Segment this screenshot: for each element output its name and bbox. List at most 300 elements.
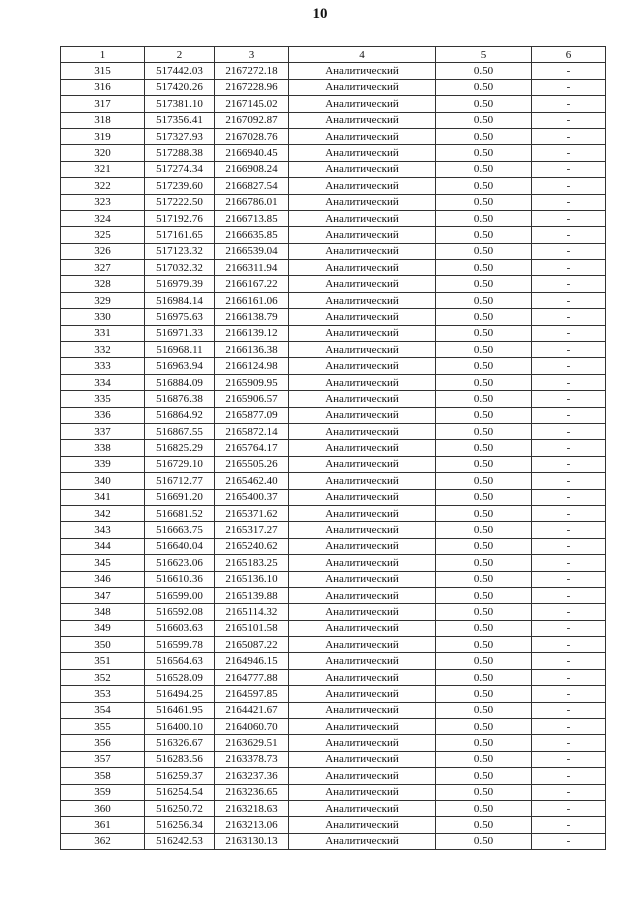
x-coordinate-cell: 516681.52 <box>145 505 215 521</box>
note-cell: - <box>532 276 606 292</box>
method-cell: Аналитический <box>289 735 436 751</box>
method-cell: Аналитический <box>289 194 436 210</box>
note-cell: - <box>532 784 606 800</box>
x-coordinate-cell: 517274.34 <box>145 161 215 177</box>
note-cell: - <box>532 800 606 816</box>
x-coordinate-cell: 516884.09 <box>145 374 215 390</box>
y-coordinate-cell: 2165877.09 <box>215 407 289 423</box>
point-number-cell: 360 <box>61 800 145 816</box>
point-number-cell: 316 <box>61 79 145 95</box>
table-row <box>61 96 606 112</box>
method-cell: Аналитический <box>289 653 436 669</box>
x-coordinate-cell: 516979.39 <box>145 276 215 292</box>
y-coordinate-cell: 2164777.88 <box>215 669 289 685</box>
accuracy-cell: 0.50 <box>436 63 532 79</box>
table-row <box>61 112 606 128</box>
table-row <box>61 260 606 276</box>
table-row <box>61 374 606 390</box>
table-row <box>61 391 606 407</box>
method-cell: Аналитический <box>289 702 436 718</box>
accuracy-cell: 0.50 <box>436 407 532 423</box>
note-cell: - <box>532 456 606 472</box>
point-number-cell: 329 <box>61 292 145 308</box>
note-cell: - <box>532 342 606 358</box>
method-cell: Аналитический <box>289 473 436 489</box>
accuracy-cell: 0.50 <box>436 669 532 685</box>
note-cell: - <box>532 637 606 653</box>
header-col-6: 6 <box>532 47 606 63</box>
table-row <box>61 276 606 292</box>
accuracy-cell: 0.50 <box>436 702 532 718</box>
table-row <box>61 194 606 210</box>
x-coordinate-cell: 516242.53 <box>145 833 215 849</box>
note-cell: - <box>532 210 606 226</box>
point-number-cell: 336 <box>61 407 145 423</box>
y-coordinate-cell: 2164060.70 <box>215 719 289 735</box>
x-coordinate-cell: 516461.95 <box>145 702 215 718</box>
x-coordinate-cell: 516876.38 <box>145 391 215 407</box>
y-coordinate-cell: 2166167.22 <box>215 276 289 292</box>
method-cell: Аналитический <box>289 719 436 735</box>
note-cell: - <box>532 243 606 259</box>
x-coordinate-cell: 516528.09 <box>145 669 215 685</box>
accuracy-cell: 0.50 <box>436 358 532 374</box>
point-number-cell: 321 <box>61 161 145 177</box>
x-coordinate-cell: 516968.11 <box>145 342 215 358</box>
note-cell: - <box>532 440 606 456</box>
note-cell: - <box>532 260 606 276</box>
point-number-cell: 339 <box>61 456 145 472</box>
method-cell: Аналитический <box>289 325 436 341</box>
y-coordinate-cell: 2163213.06 <box>215 817 289 833</box>
point-number-cell: 334 <box>61 374 145 390</box>
x-coordinate-cell: 516250.72 <box>145 800 215 816</box>
method-cell: Аналитический <box>289 407 436 423</box>
method-cell: Аналитический <box>289 79 436 95</box>
accuracy-cell: 0.50 <box>436 96 532 112</box>
note-cell: - <box>532 407 606 423</box>
point-number-cell: 328 <box>61 276 145 292</box>
accuracy-cell: 0.50 <box>436 456 532 472</box>
note-cell: - <box>532 325 606 341</box>
y-coordinate-cell: 2165139.88 <box>215 587 289 603</box>
y-coordinate-cell: 2167228.96 <box>215 79 289 95</box>
table-row <box>61 653 606 669</box>
y-coordinate-cell: 2166635.85 <box>215 227 289 243</box>
method-cell: Аналитический <box>289 538 436 554</box>
x-coordinate-cell: 516971.33 <box>145 325 215 341</box>
table-row <box>61 604 606 620</box>
table-row <box>61 637 606 653</box>
note-cell: - <box>532 522 606 538</box>
y-coordinate-cell: 2163218.63 <box>215 800 289 816</box>
point-number-cell: 353 <box>61 686 145 702</box>
table-row <box>61 719 606 735</box>
point-number-cell: 343 <box>61 522 145 538</box>
accuracy-cell: 0.50 <box>436 817 532 833</box>
accuracy-cell: 0.50 <box>436 374 532 390</box>
accuracy-cell: 0.50 <box>436 112 532 128</box>
accuracy-cell: 0.50 <box>436 79 532 95</box>
x-coordinate-cell: 516254.54 <box>145 784 215 800</box>
table-row <box>61 784 606 800</box>
note-cell: - <box>532 735 606 751</box>
y-coordinate-cell: 2165317.27 <box>215 522 289 538</box>
accuracy-cell: 0.50 <box>436 161 532 177</box>
accuracy-cell: 0.50 <box>436 604 532 620</box>
y-coordinate-cell: 2165371.62 <box>215 505 289 521</box>
y-coordinate-cell: 2166124.98 <box>215 358 289 374</box>
note-cell: - <box>532 751 606 767</box>
note-cell: - <box>532 309 606 325</box>
point-number-cell: 330 <box>61 309 145 325</box>
note-cell: - <box>532 374 606 390</box>
note-cell: - <box>532 604 606 620</box>
accuracy-cell: 0.50 <box>436 473 532 489</box>
note-cell: - <box>532 669 606 685</box>
note-cell: - <box>532 227 606 243</box>
y-coordinate-cell: 2167028.76 <box>215 128 289 144</box>
point-number-cell: 361 <box>61 817 145 833</box>
table-row <box>61 63 606 79</box>
accuracy-cell: 0.50 <box>436 538 532 554</box>
x-coordinate-cell: 516599.00 <box>145 587 215 603</box>
table-row <box>61 702 606 718</box>
method-cell: Аналитический <box>289 784 436 800</box>
y-coordinate-cell: 2165906.57 <box>215 391 289 407</box>
accuracy-cell: 0.50 <box>436 571 532 587</box>
table-row <box>61 800 606 816</box>
table-row <box>61 243 606 259</box>
table-row <box>61 161 606 177</box>
note-cell: - <box>532 719 606 735</box>
point-number-cell: 332 <box>61 342 145 358</box>
point-number-cell: 324 <box>61 210 145 226</box>
method-cell: Аналитический <box>289 751 436 767</box>
y-coordinate-cell: 2166908.24 <box>215 161 289 177</box>
table-row <box>61 423 606 439</box>
x-coordinate-cell: 517442.03 <box>145 63 215 79</box>
method-cell: Аналитический <box>289 768 436 784</box>
header-col-1: 1 <box>61 47 145 63</box>
accuracy-cell: 0.50 <box>436 178 532 194</box>
table-row <box>61 735 606 751</box>
note-cell: - <box>532 538 606 554</box>
method-cell: Аналитический <box>289 800 436 816</box>
x-coordinate-cell: 516283.56 <box>145 751 215 767</box>
x-coordinate-cell: 517032.32 <box>145 260 215 276</box>
note-cell: - <box>532 620 606 636</box>
x-coordinate-cell: 516256.34 <box>145 817 215 833</box>
method-cell: Аналитический <box>289 456 436 472</box>
table-row <box>61 768 606 784</box>
header-col-5: 5 <box>436 47 532 63</box>
point-number-cell: 327 <box>61 260 145 276</box>
point-number-cell: 356 <box>61 735 145 751</box>
x-coordinate-cell: 516663.75 <box>145 522 215 538</box>
note-cell: - <box>532 555 606 571</box>
table-row <box>61 522 606 538</box>
note-cell: - <box>532 145 606 161</box>
accuracy-cell: 0.50 <box>436 555 532 571</box>
accuracy-cell: 0.50 <box>436 522 532 538</box>
x-coordinate-cell: 516564.63 <box>145 653 215 669</box>
note-cell: - <box>532 571 606 587</box>
point-number-cell: 359 <box>61 784 145 800</box>
x-coordinate-cell: 516640.04 <box>145 538 215 554</box>
table-row <box>61 587 606 603</box>
note-cell: - <box>532 128 606 144</box>
accuracy-cell: 0.50 <box>436 210 532 226</box>
y-coordinate-cell: 2167092.87 <box>215 112 289 128</box>
accuracy-cell: 0.50 <box>436 276 532 292</box>
method-cell: Аналитический <box>289 145 436 161</box>
table-row <box>61 227 606 243</box>
method-cell: Аналитический <box>289 522 436 538</box>
table-row <box>61 555 606 571</box>
x-coordinate-cell: 516729.10 <box>145 456 215 472</box>
point-number-cell: 337 <box>61 423 145 439</box>
y-coordinate-cell: 2165183.25 <box>215 555 289 571</box>
y-coordinate-cell: 2163236.65 <box>215 784 289 800</box>
table-row <box>61 79 606 95</box>
note-cell: - <box>532 473 606 489</box>
point-number-cell: 352 <box>61 669 145 685</box>
y-coordinate-cell: 2163237.36 <box>215 768 289 784</box>
y-coordinate-cell: 2166940.45 <box>215 145 289 161</box>
y-coordinate-cell: 2165114.32 <box>215 604 289 620</box>
table-row <box>61 145 606 161</box>
point-number-cell: 341 <box>61 489 145 505</box>
x-coordinate-cell: 517192.76 <box>145 210 215 226</box>
note-cell: - <box>532 768 606 784</box>
method-cell: Аналитический <box>289 620 436 636</box>
note-cell: - <box>532 653 606 669</box>
y-coordinate-cell: 2166161.06 <box>215 292 289 308</box>
point-number-cell: 340 <box>61 473 145 489</box>
x-coordinate-cell: 516610.36 <box>145 571 215 587</box>
method-cell: Аналитический <box>289 604 436 620</box>
y-coordinate-cell: 2166539.04 <box>215 243 289 259</box>
table-row <box>61 833 606 849</box>
x-coordinate-cell: 517327.93 <box>145 128 215 144</box>
x-coordinate-cell: 516825.29 <box>145 440 215 456</box>
note-cell: - <box>532 686 606 702</box>
x-coordinate-cell: 517161.65 <box>145 227 215 243</box>
x-coordinate-cell: 517222.50 <box>145 194 215 210</box>
table-row <box>61 669 606 685</box>
table-row <box>61 571 606 587</box>
note-cell: - <box>532 391 606 407</box>
x-coordinate-cell: 517381.10 <box>145 96 215 112</box>
method-cell: Аналитический <box>289 260 436 276</box>
table-body <box>61 63 606 850</box>
x-coordinate-cell: 516691.20 <box>145 489 215 505</box>
x-coordinate-cell: 516592.08 <box>145 604 215 620</box>
method-cell: Аналитический <box>289 292 436 308</box>
accuracy-cell: 0.50 <box>436 423 532 439</box>
accuracy-cell: 0.50 <box>436 260 532 276</box>
header-col-3: 3 <box>215 47 289 63</box>
accuracy-cell: 0.50 <box>436 325 532 341</box>
y-coordinate-cell: 2165462.40 <box>215 473 289 489</box>
accuracy-cell: 0.50 <box>436 686 532 702</box>
point-number-cell: 351 <box>61 653 145 669</box>
x-coordinate-cell: 517420.26 <box>145 79 215 95</box>
accuracy-cell: 0.50 <box>436 194 532 210</box>
point-number-cell: 342 <box>61 505 145 521</box>
note-cell: - <box>532 423 606 439</box>
table-row <box>61 128 606 144</box>
table-row <box>61 817 606 833</box>
method-cell: Аналитический <box>289 489 436 505</box>
note-cell: - <box>532 833 606 849</box>
y-coordinate-cell: 2166713.85 <box>215 210 289 226</box>
point-number-cell: 323 <box>61 194 145 210</box>
x-coordinate-cell: 516623.06 <box>145 555 215 571</box>
point-number-cell: 357 <box>61 751 145 767</box>
method-cell: Аналитический <box>289 128 436 144</box>
accuracy-cell: 0.50 <box>436 489 532 505</box>
method-cell: Аналитический <box>289 358 436 374</box>
note-cell: - <box>532 505 606 521</box>
x-coordinate-cell: 516259.37 <box>145 768 215 784</box>
x-coordinate-cell: 516326.67 <box>145 735 215 751</box>
accuracy-cell: 0.50 <box>436 145 532 161</box>
method-cell: Аналитический <box>289 391 436 407</box>
note-cell: - <box>532 194 606 210</box>
method-cell: Аналитический <box>289 505 436 521</box>
method-cell: Аналитический <box>289 587 436 603</box>
point-number-cell: 322 <box>61 178 145 194</box>
point-number-cell: 333 <box>61 358 145 374</box>
accuracy-cell: 0.50 <box>436 243 532 259</box>
point-number-cell: 354 <box>61 702 145 718</box>
table-row <box>61 210 606 226</box>
note-cell: - <box>532 112 606 128</box>
point-number-cell: 335 <box>61 391 145 407</box>
x-coordinate-cell: 517123.32 <box>145 243 215 259</box>
point-number-cell: 318 <box>61 112 145 128</box>
y-coordinate-cell: 2166136.38 <box>215 342 289 358</box>
accuracy-cell: 0.50 <box>436 227 532 243</box>
accuracy-cell: 0.50 <box>436 833 532 849</box>
y-coordinate-cell: 2166311.94 <box>215 260 289 276</box>
method-cell: Аналитический <box>289 161 436 177</box>
accuracy-cell: 0.50 <box>436 128 532 144</box>
table-row <box>61 292 606 308</box>
note-cell: - <box>532 817 606 833</box>
accuracy-cell: 0.50 <box>436 768 532 784</box>
method-cell: Аналитический <box>289 817 436 833</box>
y-coordinate-cell: 2167272.18 <box>215 63 289 79</box>
page-number: 10 <box>312 6 328 22</box>
method-cell: Аналитический <box>289 686 436 702</box>
y-coordinate-cell: 2166138.79 <box>215 309 289 325</box>
x-coordinate-cell: 516867.55 <box>145 423 215 439</box>
y-coordinate-cell: 2165101.58 <box>215 620 289 636</box>
method-cell: Аналитический <box>289 309 436 325</box>
header-col-2: 2 <box>145 47 215 63</box>
y-coordinate-cell: 2165872.14 <box>215 423 289 439</box>
accuracy-cell: 0.50 <box>436 735 532 751</box>
y-coordinate-cell: 2164597.85 <box>215 686 289 702</box>
accuracy-cell: 0.50 <box>436 637 532 653</box>
table-row <box>61 325 606 341</box>
accuracy-cell: 0.50 <box>436 719 532 735</box>
note-cell: - <box>532 702 606 718</box>
note-cell: - <box>532 79 606 95</box>
x-coordinate-cell: 517239.60 <box>145 178 215 194</box>
point-number-cell: 355 <box>61 719 145 735</box>
y-coordinate-cell: 2165909.95 <box>215 374 289 390</box>
header-col-4: 4 <box>289 47 436 63</box>
y-coordinate-cell: 2163130.13 <box>215 833 289 849</box>
x-coordinate-cell: 516963.94 <box>145 358 215 374</box>
method-cell: Аналитический <box>289 112 436 128</box>
method-cell: Аналитический <box>289 669 436 685</box>
note-cell: - <box>532 587 606 603</box>
x-coordinate-cell: 516494.25 <box>145 686 215 702</box>
y-coordinate-cell: 2165240.62 <box>215 538 289 554</box>
method-cell: Аналитический <box>289 833 436 849</box>
accuracy-cell: 0.50 <box>436 342 532 358</box>
note-cell: - <box>532 161 606 177</box>
method-cell: Аналитический <box>289 637 436 653</box>
table-row <box>61 620 606 636</box>
table-row <box>61 538 606 554</box>
accuracy-cell: 0.50 <box>436 800 532 816</box>
point-number-cell: 344 <box>61 538 145 554</box>
table-row <box>61 489 606 505</box>
y-coordinate-cell: 2165505.26 <box>215 456 289 472</box>
point-number-cell: 347 <box>61 587 145 603</box>
y-coordinate-cell: 2166827.54 <box>215 178 289 194</box>
accuracy-cell: 0.50 <box>436 620 532 636</box>
x-coordinate-cell: 516603.63 <box>145 620 215 636</box>
y-coordinate-cell: 2163629.51 <box>215 735 289 751</box>
point-number-cell: 345 <box>61 555 145 571</box>
y-coordinate-cell: 2165400.37 <box>215 489 289 505</box>
note-cell: - <box>532 96 606 112</box>
x-coordinate-cell: 516864.92 <box>145 407 215 423</box>
accuracy-cell: 0.50 <box>436 587 532 603</box>
accuracy-cell: 0.50 <box>436 292 532 308</box>
method-cell: Аналитический <box>289 555 436 571</box>
point-number-cell: 319 <box>61 128 145 144</box>
method-cell: Аналитический <box>289 440 436 456</box>
table-row <box>61 358 606 374</box>
y-coordinate-cell: 2165087.22 <box>215 637 289 653</box>
method-cell: Аналитический <box>289 243 436 259</box>
point-number-cell: 349 <box>61 620 145 636</box>
method-cell: Аналитический <box>289 423 436 439</box>
x-coordinate-cell: 516400.10 <box>145 719 215 735</box>
point-number-cell: 315 <box>61 63 145 79</box>
method-cell: Аналитический <box>289 63 436 79</box>
method-cell: Аналитический <box>289 342 436 358</box>
table-row <box>61 407 606 423</box>
accuracy-cell: 0.50 <box>436 784 532 800</box>
table-row <box>61 473 606 489</box>
method-cell: Аналитический <box>289 96 436 112</box>
point-number-cell: 326 <box>61 243 145 259</box>
table-row <box>61 456 606 472</box>
method-cell: Аналитический <box>289 210 436 226</box>
note-cell: - <box>532 489 606 505</box>
y-coordinate-cell: 2166139.12 <box>215 325 289 341</box>
table-row <box>61 505 606 521</box>
